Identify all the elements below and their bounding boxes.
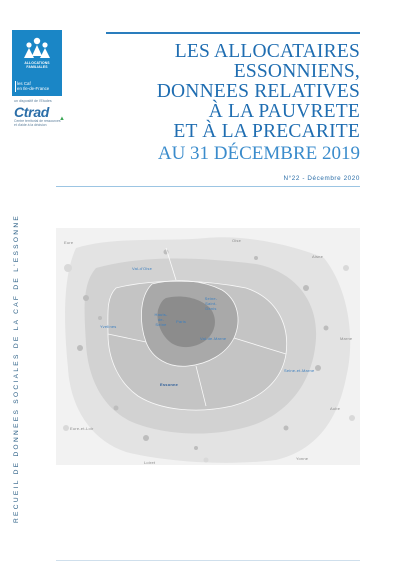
title-line: ET À LA PRECARITE bbox=[173, 121, 360, 142]
map-label-eure-et-loir: Eure-et-Loir bbox=[70, 426, 94, 431]
map-label-marne: Marne bbox=[340, 336, 353, 341]
issue-number: N°22 - Décembre 2020 bbox=[283, 175, 360, 182]
issue-rule bbox=[56, 186, 360, 187]
page-title bbox=[157, 42, 360, 142]
map-label-paris: Paris bbox=[176, 319, 187, 324]
region-map bbox=[56, 228, 360, 465]
caf-region-line2: en Ile-de-France bbox=[17, 86, 50, 91]
map-label-aisne: Aisne bbox=[312, 254, 324, 259]
map-label-yvelines: Yvelines bbox=[100, 324, 117, 329]
title-line: À LA PAUVRETE bbox=[208, 101, 360, 122]
region-map-graphic bbox=[56, 228, 360, 465]
series-vertical-label: RECUEIL DE DONNEES SOCIALES DE LA CAF DE L'ESSONNE bbox=[13, 213, 20, 523]
caf-family-icon bbox=[21, 36, 53, 60]
title-line: LES ALLOCATAIRES bbox=[174, 41, 360, 62]
ctrad-note: un dispositif de l'Etudes bbox=[14, 99, 52, 103]
map-label-loiret: Loiret bbox=[144, 460, 156, 465]
map-label-oise: Oise bbox=[232, 238, 242, 243]
map-label-eure: Eure bbox=[64, 240, 74, 245]
bottom-rule bbox=[56, 560, 360, 561]
caf-region-line1: les Caf bbox=[17, 81, 31, 86]
title-line: DONNEES RELATIVES bbox=[156, 81, 360, 102]
map-label-essonne: Essonne bbox=[160, 382, 179, 387]
ctrad-subtitle: Centre territorial de ressources et d'aide à la décision bbox=[14, 119, 61, 127]
page-subtitle: AU 31 DÉCEMBRE 2019 bbox=[157, 143, 360, 164]
map-label-aube: Aube bbox=[330, 406, 341, 411]
map-label-val-d-oise: Val-d'Oise bbox=[132, 266, 153, 271]
map-label-seine-saint-denis: Seine-Saint-Denis bbox=[204, 296, 218, 311]
ctrad-leaf-icon: ▲ bbox=[59, 116, 65, 122]
map-label-hauts-de-seine: Hauts-de-Seine bbox=[154, 312, 168, 327]
map-label-yonne: Yonne bbox=[296, 456, 309, 461]
ctrad-logo: Ctrad bbox=[14, 104, 50, 120]
caf-region-badge bbox=[12, 78, 62, 96]
caf-logo-text: ALLOCATIONS FAMILIALES bbox=[24, 61, 50, 69]
top-rule bbox=[106, 32, 360, 34]
map-label-seine-et-marne: Seine-et-Marne bbox=[284, 368, 315, 373]
map-label-val-de-marne: Val-de-Marne bbox=[200, 336, 227, 341]
title-line: ESSONNIENS, bbox=[233, 61, 360, 82]
caf-logo bbox=[12, 30, 62, 78]
